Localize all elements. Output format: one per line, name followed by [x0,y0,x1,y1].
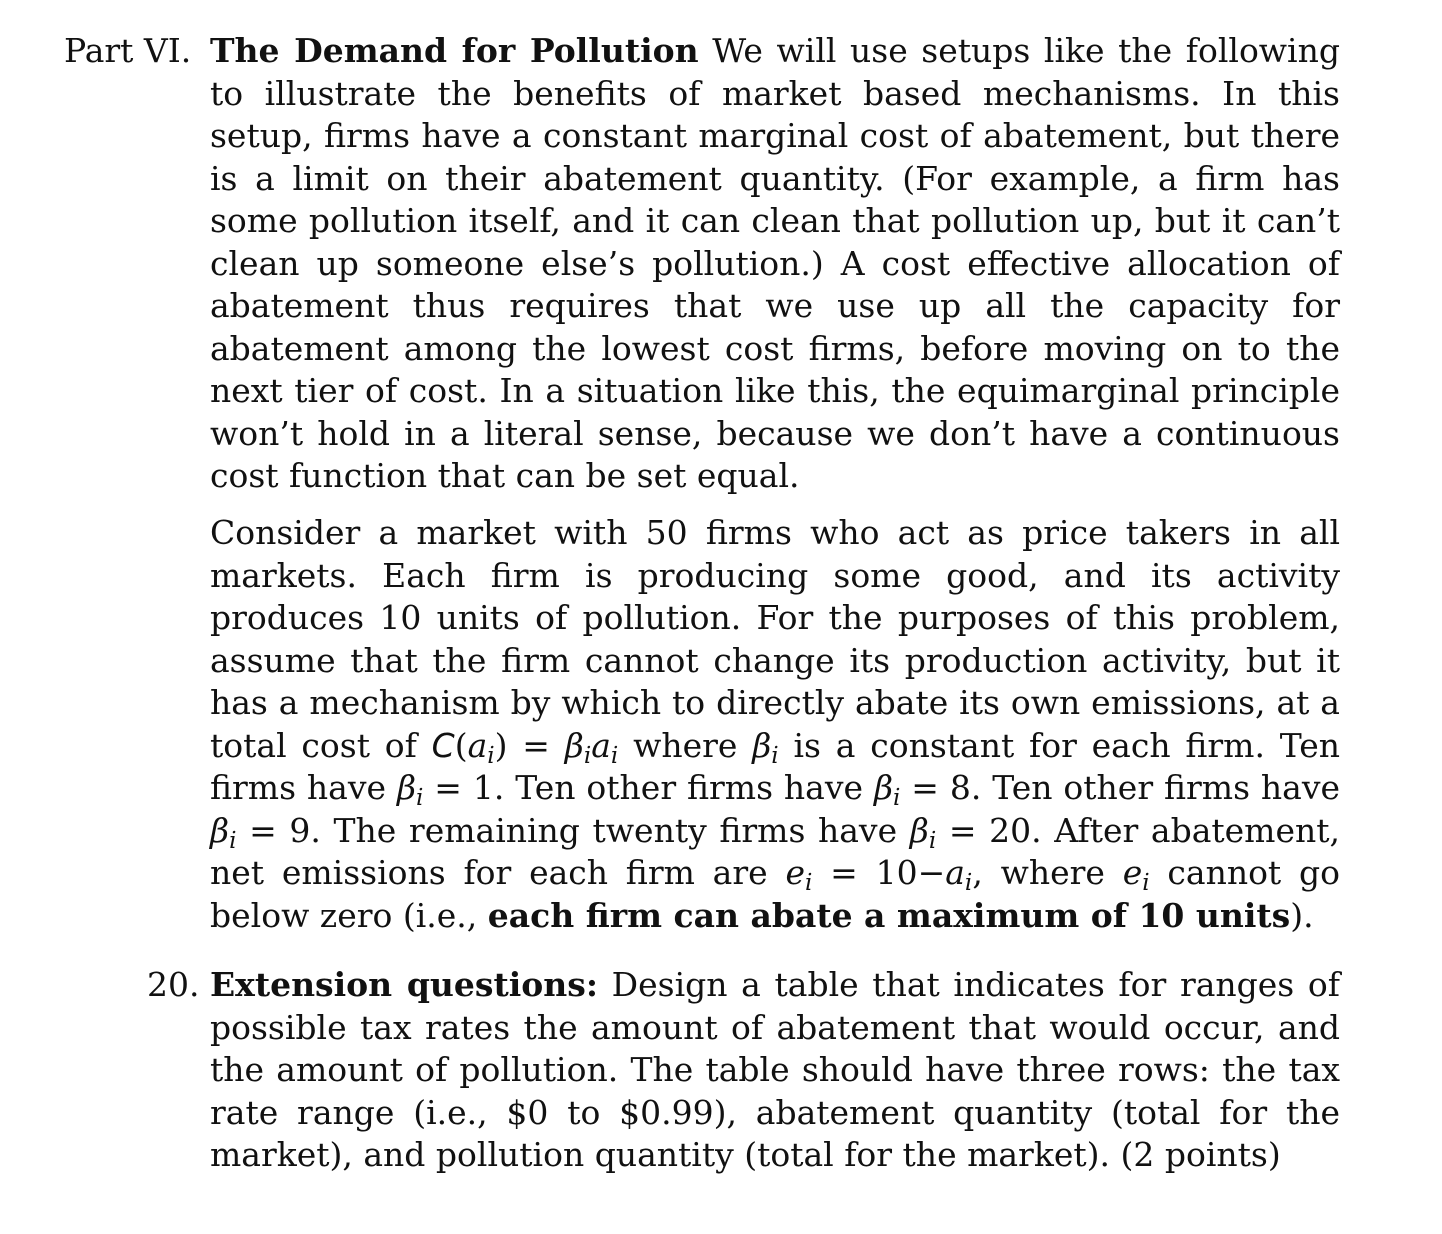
math-sub: i [1142,869,1150,896]
abatement-limit-bold: each firm can abate a maximum of 10 units [487,895,1291,935]
math-var: e [1122,853,1143,892]
math-sub: i [416,784,424,811]
setup-text-2: where [618,725,738,765]
setup-text-4: Ten other firms have [515,768,864,807]
beta-value-3: 9 [289,810,311,850]
part-intro-paragraph [210,30,1340,498]
setup-text-1: Consider a market with 50 firms who act as price takers in all markets. Each firm is producing some good, and its activity produces 10 units of pollution. For the purposes of this problem, assume that the firm cannot change its production activity, but it has a mechanism by which to directly abate its own emissions, at a total cost of [210,513,1340,765]
math-sub: i [610,742,619,769]
math-sub: i [804,869,813,896]
beta-value-4: 20 [989,810,1032,850]
math-number: 10 [875,853,918,892]
setup-text-7: After abatement, net emissions for each firm are [210,810,1340,892]
math-var: β [210,810,230,850]
math-var: β [564,725,584,765]
part-label: Part VI. [64,31,192,70]
setup-text-8: , where [972,853,1105,892]
math-var: β [909,810,929,850]
math-sub: i [893,784,901,811]
math-var: β [752,725,772,765]
part-intro-text: We will use setups like the following to illustrate the benefits of market based mechanisms. In this setup, firms have a constant marginal cost of abatement, but there is a limit on their abatement quantity. (For example, a firm has some pollution itself, and it can clean that pollution up, but it can’t clean up someone else’s pollution.) A cost effective allocation of abatement thus requires that we use up all the capacity for abatement among the lowest cost firms, before moving on to the next tier of cost. In a situation like this, the equimarginal principle won’t hold in a literal sense, because we don’t have a continuous cost function that can be set equal. [210,31,1340,495]
math-var: a [591,725,611,765]
part-title: The Demand for Pollution [210,31,699,70]
math-var: β [873,768,894,807]
math-sub: i [229,827,237,854]
question-paragraph [210,964,1340,1177]
math-sub: i [928,827,937,854]
setup-text-10: ). [1290,895,1314,935]
setup-text-5: Ten other firms have [992,768,1341,807]
question-title: Extension questions: [210,965,599,1004]
math-var: e [785,853,805,892]
math-sub: i [583,742,592,769]
setup-text-9: cannot go below zero (i.e., [210,853,1340,935]
math-var: a [945,853,965,892]
beta-value-2: 8 [949,768,971,807]
setup-paragraph: Consider a market with 50 firms who act as price takers in all markets. Each firm is producing some good, and its activity produces 10 units of pollution. For the purposes of this problem, assume that the firm cannot change its production activity, but it has a mechanism by which to directly abate its own emissions, at a total cost of $C(a_i) = \beta_ia_i$ where $\beta_i$ is a constant for each firm. Ten firms have $\beta_i = 1$. Ten other firms have $\beta_i = 8$. Ten other firms have $\beta_i = 9$. The remaining twenty firms have $\beta_i = 20$. After abatement, net emissions for each firm are $e_i = 10-a_i$, where $e_i$ cannot go below zero (i.e., each firm can abate a maximum of 10 units). [210,513,1341,935]
question-number: 20. [147,965,200,1004]
math-eq: = [900,768,950,807]
math-var: a [467,725,488,765]
setup-text-6: The remaining twenty firms have [333,810,898,850]
setup-text-3: is a constant for each firm. Ten firms have [210,725,1340,807]
math-eq: = [936,810,990,850]
math-var: β [396,768,417,807]
math-sub: i [487,742,495,769]
math-eq: = [507,725,565,765]
math-eq: = [812,853,876,892]
beta-value-1: 1 [472,768,494,807]
math-eq: = [423,768,473,807]
math-eq: = [236,810,290,850]
cost-function-symbol: C [431,725,455,765]
math-sub: i [964,869,973,896]
math-minus: − [917,853,946,892]
question-text: Design a table that indicates for ranges of possible tax rates the amount of abatement that would occur, and the amount of pollution. The table should have three rows: the tax rate range (i.e., $0 to $0.99), abatement quantity (total for the market), and pollution quantity (total for the market). (2 points) [210,965,1340,1174]
math-sub: i [771,742,779,769]
